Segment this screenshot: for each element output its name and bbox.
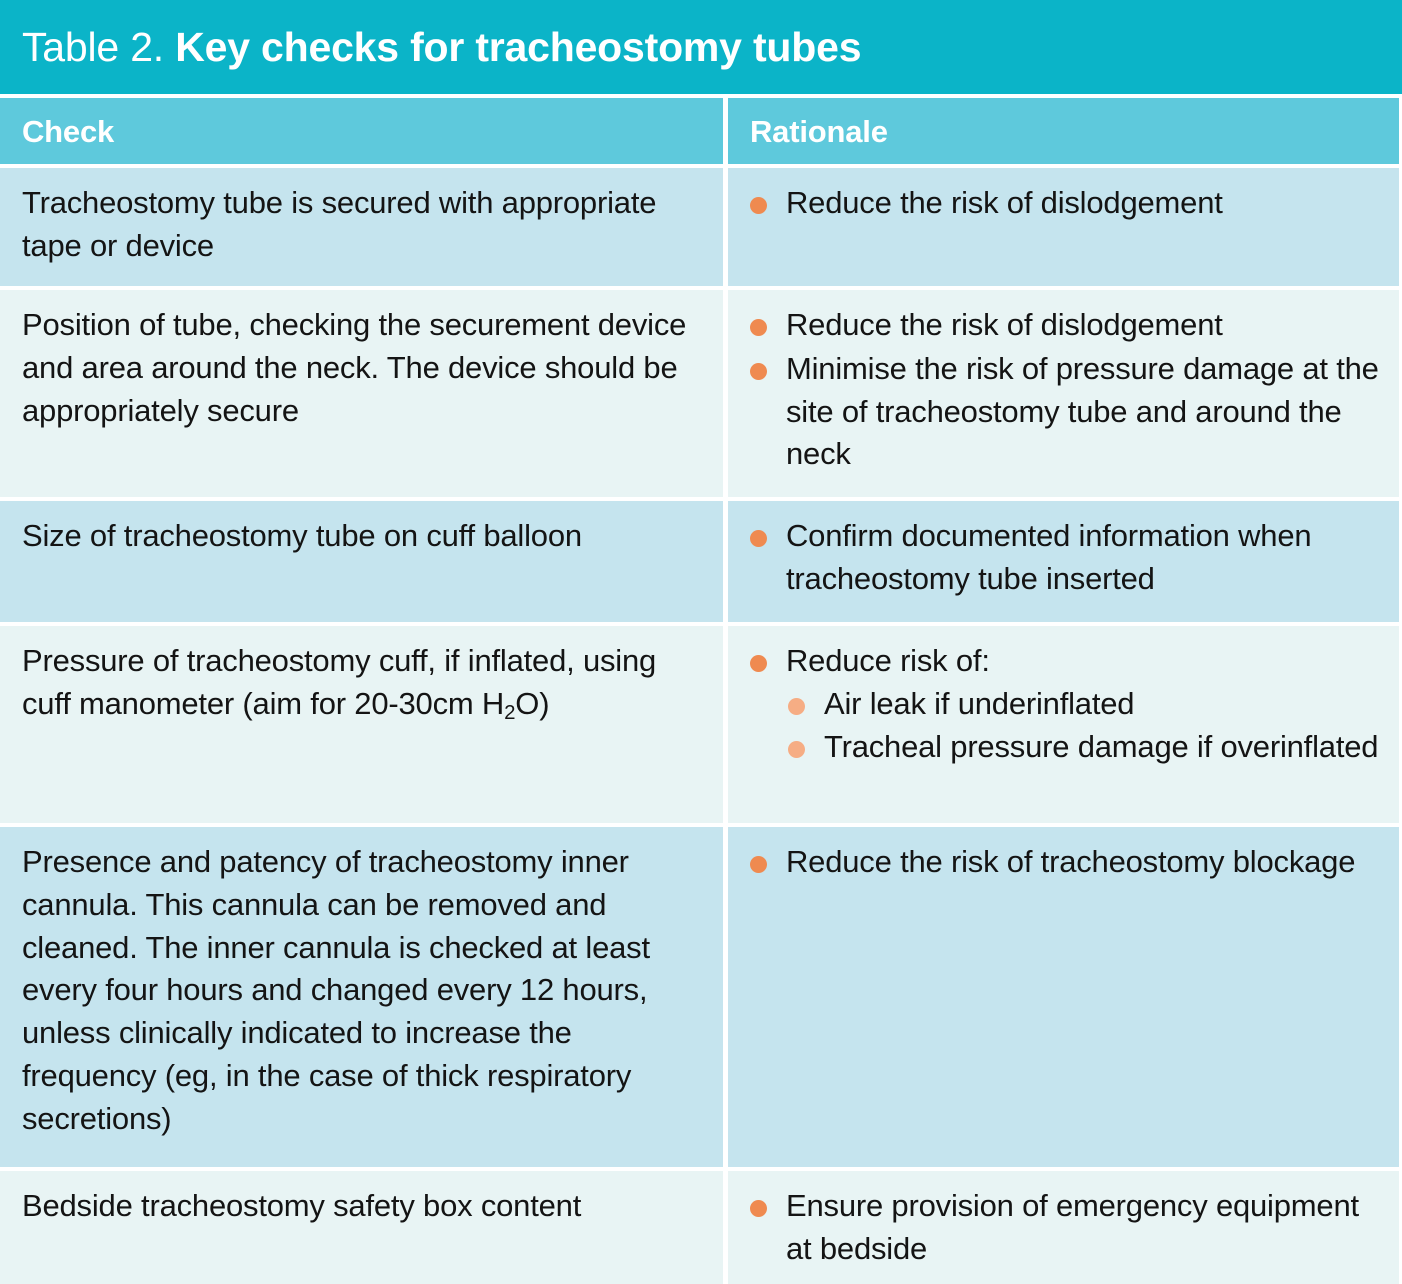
bullet-dot-icon xyxy=(750,655,767,672)
bullet-dot-icon xyxy=(750,197,767,214)
page-title xyxy=(22,23,862,70)
cell-check xyxy=(0,501,723,622)
cell-rationale xyxy=(728,626,1399,823)
rationale-bullet xyxy=(748,841,1383,884)
cell-rationale xyxy=(728,501,1399,622)
column-header-rationale xyxy=(728,98,1399,164)
cell-rationale xyxy=(728,827,1399,1167)
table-title-label: Key checks for tracheostomy tubes xyxy=(175,23,862,70)
sub-bullet-dot-icon xyxy=(788,698,805,715)
rationale-bullet xyxy=(748,304,1383,347)
rationale-bullet-text: Confirm documented information when tracheostomy tube inserted xyxy=(786,518,1312,596)
table-body xyxy=(0,164,1402,1284)
table-row xyxy=(0,290,1402,497)
column-header-rationale-label: Rationale xyxy=(750,113,888,149)
cell-check xyxy=(0,1171,723,1284)
rationale-bullet xyxy=(748,348,1383,476)
cell-rationale xyxy=(728,1171,1399,1284)
rationale-bullet xyxy=(748,1185,1383,1271)
check-text: Position of tube, checking the securement device and area around the neck. The device should be appropriately secure xyxy=(22,307,687,428)
rationale-bullet-text: Reduce the risk of dislodgement xyxy=(786,307,1223,342)
rationale-sub-bullet xyxy=(786,683,1383,726)
column-header-check-label: Check xyxy=(22,113,115,149)
rationale-bullet xyxy=(748,182,1383,225)
rationale-list xyxy=(748,1185,1383,1271)
rationale-sub-bullet-text: Air leak if underinflated xyxy=(824,685,1135,721)
rationale-sub-bullet xyxy=(786,726,1383,769)
cell-rationale xyxy=(728,168,1399,286)
cell-check xyxy=(0,827,723,1167)
table-header-row xyxy=(0,98,1402,164)
rationale-bullet-text: Ensure provision of emergency equipment at bedside xyxy=(786,1188,1359,1266)
table-row xyxy=(0,827,1402,1167)
rationale-bullet-text: Reduce the risk of tracheostomy blockage xyxy=(786,844,1356,879)
bullet-dot-icon xyxy=(750,1200,767,1217)
rationale-list xyxy=(748,640,1383,768)
rationale-sub-bullet-text: Tracheal pressure damage if overinflated xyxy=(824,728,1379,764)
rationale-list xyxy=(748,182,1383,225)
bullet-dot-icon xyxy=(750,363,767,380)
rationale-list xyxy=(748,841,1383,884)
table-row xyxy=(0,626,1402,823)
rationale-bullet-text: Reduce risk of: xyxy=(786,643,990,678)
rationale-bullet-text: Reduce the risk of dislodgement xyxy=(786,185,1223,220)
check-text: Bedside tracheostomy safety box content xyxy=(22,1188,582,1223)
table-title-bar xyxy=(0,0,1402,94)
rationale-bullet-text: Minimise the risk of pressure damage at the site of tracheostomy tube and around the neck xyxy=(786,350,1379,472)
bullet-dot-icon xyxy=(750,530,767,547)
table-row xyxy=(0,1171,1402,1284)
bullet-dot-icon xyxy=(750,319,767,336)
check-text: Size of tracheostomy tube on cuff balloon xyxy=(22,518,582,553)
check-text: Presence and patency of tracheostomy inner cannula. This cannula can be removed and cleaned. The inner cannula is checked at least every four hours and changed every 12 hours, unless clinically indicated to increase the frequency (eg, in the case of thick respiratory secretions) xyxy=(22,844,650,1136)
column-header-check xyxy=(0,98,723,164)
sub-bullet-dot-icon xyxy=(788,741,805,758)
rationale-list xyxy=(748,304,1383,476)
rationale-sub-list xyxy=(786,683,1383,769)
cell-check xyxy=(0,290,723,497)
table-number-label: Table 2. xyxy=(22,23,165,70)
table-row xyxy=(0,168,1402,286)
bullet-dot-icon xyxy=(750,856,767,873)
cell-rationale xyxy=(728,290,1399,497)
rationale-bullet xyxy=(748,515,1383,601)
rationale-list xyxy=(748,515,1383,601)
cell-check xyxy=(0,168,723,286)
table-row xyxy=(0,501,1402,622)
rationale-bullet xyxy=(748,640,1383,768)
cell-check xyxy=(0,626,723,823)
check-text: Tracheostomy tube is secured with appropriate tape or device xyxy=(22,185,657,263)
check-text: Pressure of tracheostomy cuff, if inflated, using cuff manometer (aim for 20-30cm $H_2O$) xyxy=(22,643,657,724)
